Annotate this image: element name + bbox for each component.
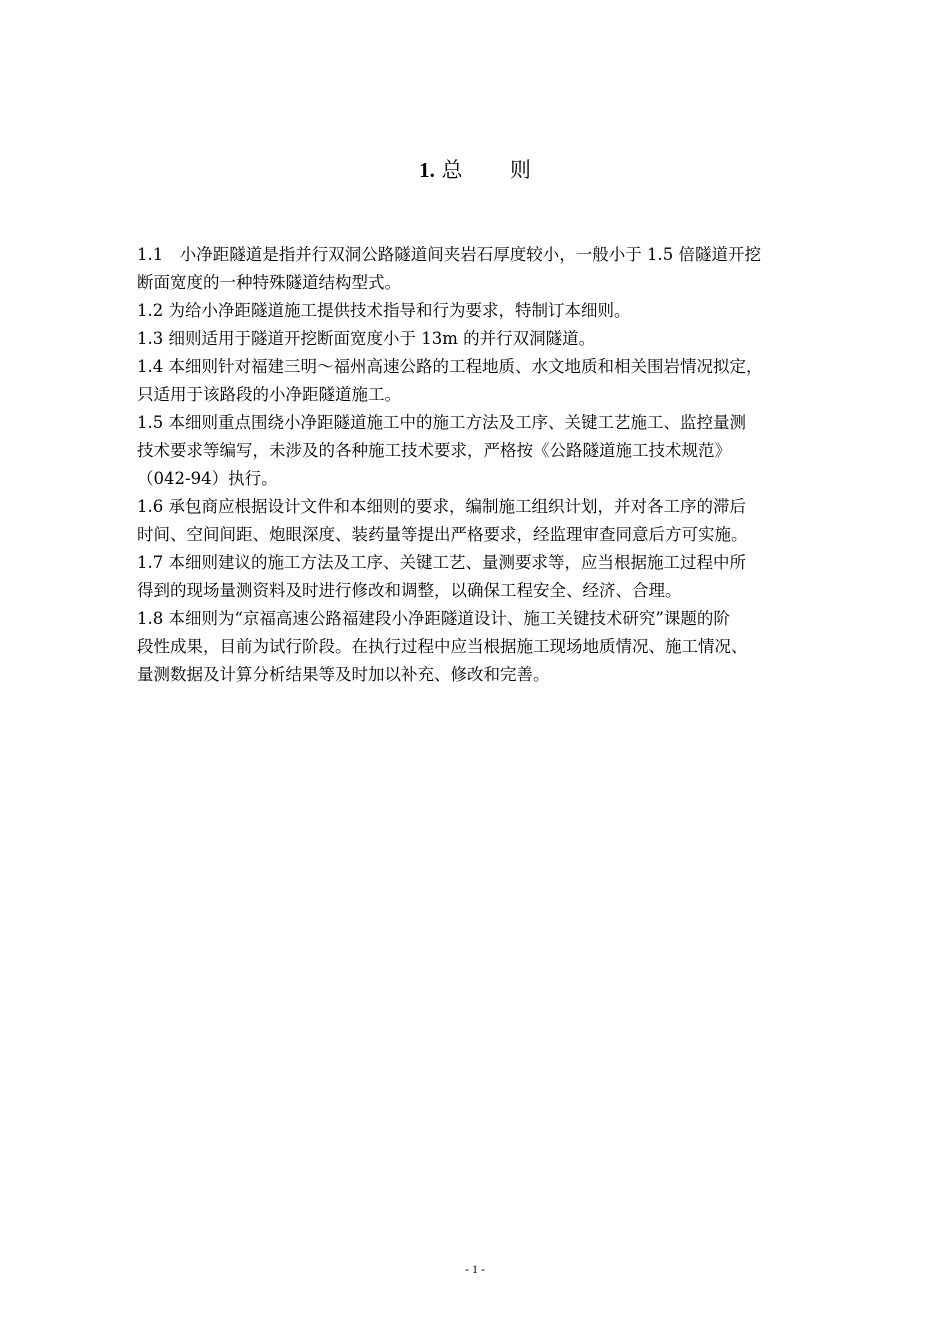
section-title-char-1: 总 xyxy=(441,158,463,182)
paragraph-line: 只适用于该路段的小净距隧道施工。 xyxy=(137,385,401,404)
paragraph-1-4 xyxy=(137,353,838,409)
paragraph-1-3 xyxy=(137,325,838,353)
paragraph-line: 1.4 本细则针对福建三明～福州高速公路的工程地质、水文地质和相关围岩情况拟定， xyxy=(137,357,763,376)
section-title-number: 1. xyxy=(419,158,435,182)
page-number: - 1 - xyxy=(465,1262,485,1276)
paragraph-1-8 xyxy=(137,605,838,689)
paragraph-line: 段性成果，目前为试行阶段。在执行过程中应当根据施工现场地质情况、施工情况、 xyxy=(137,637,748,656)
paragraph-1-7 xyxy=(137,549,838,605)
paragraph-1-6 xyxy=(137,493,838,549)
paragraph-line: 时间、空间间距、炮眼深度、装药量等提出严格要求，经监理审查同意后方可实施。 xyxy=(137,525,748,544)
paragraph-line: 断面宽度的一种特殊隧道结构型式。 xyxy=(137,273,401,292)
paragraph-line: 得到的现场量测资料及时进行修改和调整，以确保工程安全、经济、合理。 xyxy=(137,581,682,600)
paragraph-line: 1.1 小净距隧道是指并行双洞公路隧道间夹岩石厚度较小，一般小于 1.5 倍隧道开挖 xyxy=(137,245,761,264)
section-title-char-2: 则 xyxy=(509,158,531,182)
paragraph-line: 1.8 本细则为“京福高速公路福建段小净距隧道设计、施工关键技术研究”课题的阶 xyxy=(137,609,730,628)
paragraph-1-5 xyxy=(137,409,838,493)
paragraph-line: 量测数据及计算分析结果等及时加以补充、修改和完善。 xyxy=(137,665,550,684)
paragraph-line: 技术要求等编写，未涉及的各种施工技术要求，严格按《公路隧道施工技术规范》 xyxy=(137,441,731,460)
paragraph-line: 1.5 本细则重点围绕小净距隧道施工中的施工方法及工序、关键工艺施工、监控量测 xyxy=(137,413,746,432)
paragraph-line: 1.3 细则适用于隧道开挖断面宽度小于 13m 的并行双洞隧道。 xyxy=(137,329,596,348)
paragraph-1-2 xyxy=(137,297,838,325)
section-title xyxy=(0,154,950,186)
paragraph-line: 1.2 为给小净距隧道施工提供技术指导和行为要求，特制订本细则。 xyxy=(137,301,631,320)
document-body xyxy=(137,241,838,689)
paragraph-1-1 xyxy=(137,241,838,297)
paragraph-line: 1.7 本细则建议的施工方法及工序、关键工艺、量测要求等，应当根据施工过程中所 xyxy=(137,553,746,572)
paragraph-line: （042-94）执行。 xyxy=(137,469,278,488)
paragraph-line: 1.6 承包商应根据设计文件和本细则的要求，编制施工组织计划，并对各工序的滞后 xyxy=(137,497,746,516)
